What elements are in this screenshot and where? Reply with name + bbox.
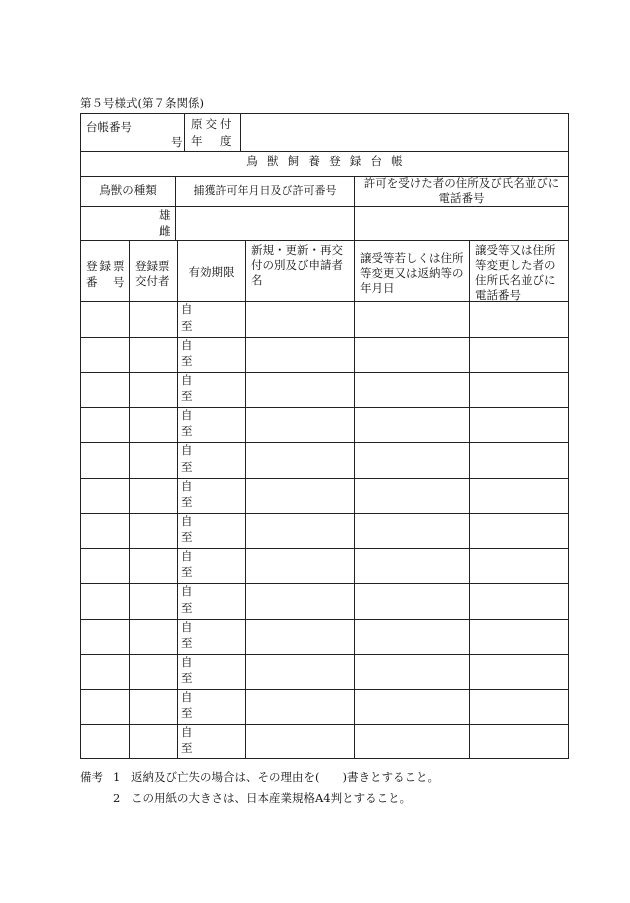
remarks-item-2-text: この用紙の大きさは、日本産業規格A4判とすること。: [131, 791, 412, 805]
row-5-to: 至: [181, 460, 193, 474]
remarks-item-1-number: 1: [113, 770, 121, 784]
row-9-to: 至: [181, 601, 193, 615]
capture-permit-header: 捕獲許可年月日及び許可番号: [193, 184, 337, 197]
permit-holder-header: 許可を受けた者の住所及び氏名並びに電話番号: [363, 176, 560, 205]
rule-grid-v4: [354, 240, 355, 758]
rule-row-7: [81, 548, 568, 549]
rule-row-2: [81, 372, 568, 373]
rule-row-4: [81, 442, 568, 443]
rule-header-bottom: [81, 151, 568, 152]
row-12-from: 自: [181, 690, 193, 704]
transfer-date-header: 譲受等若しくは住所等変更又は返納等の年月日: [360, 251, 464, 295]
capture-permit-value[interactable]: [176, 207, 354, 240]
application-type-header: 新規・更新・再交付の別及び申請者名: [251, 243, 343, 287]
ledger-number-label: 台帳番号: [86, 120, 132, 134]
validity-header: 有効期限: [188, 265, 235, 279]
rule-grid-v3: [245, 240, 246, 758]
rule-row-12: [81, 724, 568, 725]
row-4-to: 至: [181, 424, 193, 438]
row-9-from: 自: [181, 584, 193, 598]
row-11-to: 至: [181, 671, 193, 685]
ledger-form: [80, 113, 569, 759]
row-5-from: 自: [181, 443, 193, 457]
form-title: 鳥獣飼養登録台帳: [246, 154, 412, 168]
row-3-to: 至: [181, 389, 193, 403]
registration-number-header-line1: 登録票: [86, 259, 127, 273]
issue-year-label-line1: 原交付: [191, 117, 235, 131]
transferee-header: 譲受等又は住所等変更した者の住所氏名並びに電話番号: [475, 243, 556, 302]
row-13-from: 自: [181, 725, 193, 739]
row-10-to: 至: [181, 636, 193, 650]
row-2-from: 自: [181, 338, 193, 352]
rule-row-5: [81, 478, 568, 479]
sex-male-label: 雄: [159, 208, 171, 222]
remarks-item-1-text: 返納及び亡失の場合は、その理由を( )書きとすること。: [131, 770, 439, 784]
row-12-to: 至: [181, 706, 193, 720]
sex-female-label: 雌: [159, 224, 171, 238]
species-value[interactable]: [81, 207, 175, 240]
row-1-to: 至: [181, 319, 193, 333]
species-header: 鳥獣の種類: [99, 183, 157, 197]
row-2-to: 至: [181, 354, 193, 368]
row-7-from: 自: [181, 514, 193, 528]
row-8-to: 至: [181, 565, 193, 579]
row-10-from: 自: [181, 620, 193, 634]
registration-number-header-line2: 番 号: [86, 275, 127, 289]
permit-holder-value[interactable]: [355, 207, 568, 240]
issue-year-label-line2: 年 度: [191, 134, 235, 148]
row-4-from: 自: [181, 408, 193, 422]
rule-row-3: [81, 407, 568, 408]
rule-row-8: [81, 583, 568, 584]
row-13-to: 至: [181, 741, 193, 755]
ledger-number-suffix: 号: [171, 135, 183, 149]
rule-info-row-bottom: [81, 240, 568, 241]
rule-row-9: [81, 619, 568, 620]
row-3-from: 自: [181, 373, 193, 387]
remarks-item-2-number: 2: [113, 791, 121, 805]
page-heading: 第５号様式(第７条関係): [80, 96, 204, 110]
rule-row-11: [81, 689, 568, 690]
rule-header-v1: [184, 114, 185, 151]
row-8-from: 自: [181, 549, 193, 563]
row-6-to: 至: [181, 495, 193, 509]
rule-grid-v5: [469, 240, 470, 758]
row-6-from: 自: [181, 479, 193, 493]
rule-row-1: [81, 337, 568, 338]
rule-row-6: [81, 513, 568, 514]
issue-year-value[interactable]: [241, 114, 568, 151]
rule-row-10: [81, 654, 568, 655]
issued-to-header: 登録票交付者: [135, 259, 170, 288]
row-1-from: 自: [181, 302, 193, 316]
row-7-to: 至: [181, 530, 193, 544]
rule-grid-v2: [177, 240, 178, 758]
rule-grid-v1: [129, 240, 130, 758]
remarks-label: 備考: [80, 770, 103, 784]
row-11-from: 自: [181, 655, 193, 669]
